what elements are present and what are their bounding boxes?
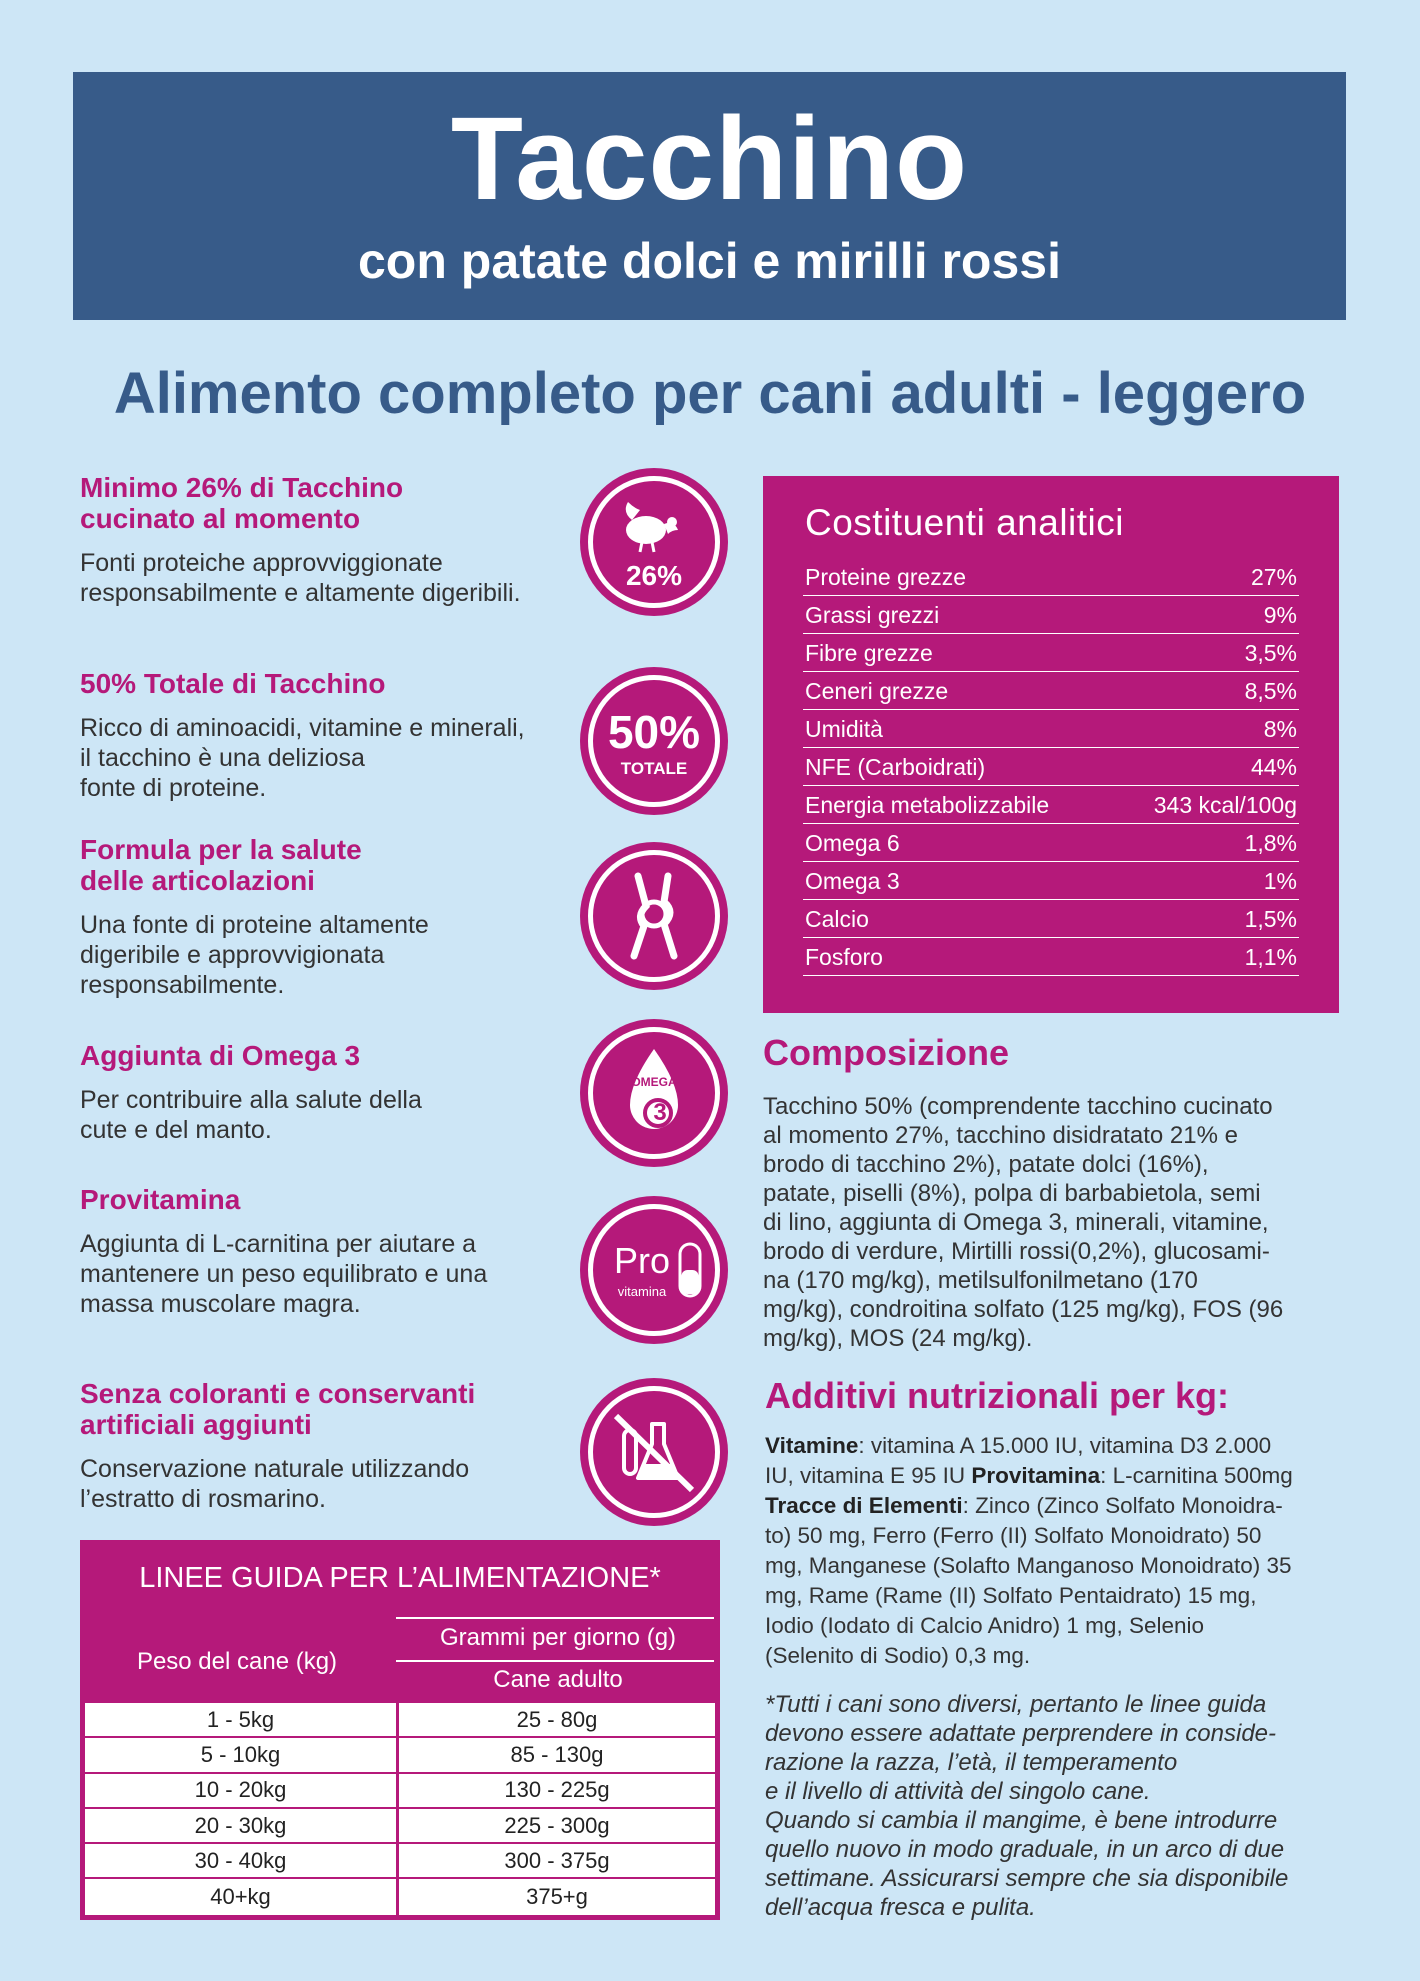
joint-icon [580,842,728,990]
feature-text: Per contribuire alla salute della cute e del manto. [80,1086,422,1144]
percent-badge-sub: TOTALE [620,759,688,778]
analytic-row: Umidità 8% [803,710,1299,748]
feeding-guide-rows [85,1703,715,1915]
omega-drop-icon [580,1019,728,1167]
table-row: 10 - 20kg 130 - 225g [85,1774,715,1809]
feature-title: Formula per la salute delle articolazioni [80,834,362,896]
feature-provitamin [80,1184,560,1319]
analytic-row: Ceneri grezze 8,5% [803,672,1299,710]
product-title: Tacchino [450,93,969,225]
no-chemicals-icon [580,1378,728,1526]
feature-title: 50% Totale di Tacchino [80,668,386,699]
analytic-row: Fibre grezze 3,5% [803,634,1299,672]
percent-badge-text: 50% [607,706,701,758]
feature-title: Aggiunta di Omega 3 [80,1040,361,1071]
analytic-row: Calcio 1,5% [803,900,1299,938]
grams-header: Grammi per giorno (g) [439,1624,677,1651]
feature-turkey-26 [80,472,560,608]
table-row: 30 - 40kg 300 - 375g [85,1844,715,1879]
product-subtitle: con patate dolci e mirilli rossi [358,233,1061,289]
feature-omega3 [80,1040,560,1145]
header-banner [73,72,1346,320]
additives-section [765,1375,1355,1671]
additives-text: Vitamine: vitamina A 15.000 IU, vitamina D3 2.000 IU, vitamina E 95 IU Provitamina: L-carnitina 500mg Tracce di Elementi: Zinco (Zinco Solfato Monoidra- to) 50 mg, Ferro (Ferro (II) Solfato Monoidrato) 50 mg, Manganese (Solafto Manganoso Monoidrato) 35 mg, Rame (Rame (II) Solfato Pentaidrato) 15 mg, Iodio (Iodato di Calcio Anidro) 1 mg, Selenio (Selenito di Sodio) 0,3 mg. [765,1433,1293,1668]
vitamina-label: vitamina [617,1284,667,1299]
feature-title: Senza coloranti e conservanti artificiali aggiunti [80,1378,476,1440]
analytic-row: NFE (Carboidrati) 44% [803,748,1299,786]
composition-section [763,1032,1353,1353]
analytic-row: Grassi grezzi 9% [803,596,1299,634]
capsule-icon [580,1196,728,1344]
additives-title: Additivi nutrizionali per kg: [765,1375,1230,1416]
feature-title: Minimo 26% di Tacchino cucinato al momento [80,472,404,534]
feature-text: Ricco di aminoacidi, vitamine e minerali, il tacchino è una deliziosa fonte di proteine. [80,714,525,802]
feature-text: Una fonte di proteine altamente digeribile e approvvigionata responsabilmente. [80,911,429,999]
turkey-icon [580,468,728,616]
adult-header: Cane adulto [493,1666,623,1693]
feature-text: Aggiunta di L-carnitina per aiutare a mantenere un peso equilibrato e una massa muscolare magra. [80,1230,488,1318]
table-row: 5 - 10kg 85 - 130g [85,1738,715,1773]
feature-title: Provitamina [80,1184,241,1215]
feature-turkey-50 [80,668,560,803]
analytic-rows [803,558,1299,976]
table-row: 1 - 5kg 25 - 80g [85,1703,715,1738]
analytic-row: Fosforo 1,1% [803,938,1299,976]
percent-badge-icon [580,667,728,815]
omega-number: 3 [653,1099,667,1126]
analytic-row: Energia metabolizzabile 343 kcal/100g [803,786,1299,824]
feature-no-additives [80,1378,560,1514]
feature-text: Conservazione naturale utilizzando l’estratto di rosmarino. [80,1455,470,1513]
composition-title: Composizione [763,1032,1010,1073]
table-row: 40+kg 375+g [85,1879,715,1914]
analytic-row: Omega 3 1% [803,862,1299,900]
analytic-title: Costituenti analitici [805,502,1124,543]
feature-joints [80,834,560,1000]
analytic-row: Proteine grezze 27% [803,558,1299,596]
feeding-guide-title: LINEE GUIDA PER L’ALIMENTAZIONE* [139,1562,661,1594]
feeding-guide-table [80,1540,720,1920]
feeding-note: *Tutti i cani sono diversi, pertanto le linee guida devono essere adattate perprendere in conside- razione la razza, l’età, il temperamento e il livello di attività del singolo cane. Quando si cambia il mangime, è bene introdurre quello nuovo in modo graduale, in un arco di due settimane. Assicurarsi sempre che sia disponibile dell’acqua fresca e pulita. [765,1691,1289,1921]
omega-label: OMEGA [631,1075,677,1089]
turkey-badge-text: 26% [625,560,683,591]
feature-text: Fonti proteiche approvviggionate responsabilmente e altamente digeribili. [80,549,521,607]
pro-label: Pro [613,1240,671,1281]
table-row: 20 - 30kg 225 - 300g [85,1809,715,1844]
analytic-constituents-panel [763,476,1339,1013]
product-tagline: Alimento completo per cani adulti - leggero [113,361,1307,426]
composition-text: Tacchino 50% (comprendente tacchino cucinato al momento 27%, tacchino disidratato 21% e brodo di tacchino 2%), patate dolci (16%), patate, piselli (8%), polpa di barbabietola, semi di lino, aggiunta di Omega 3, minerali, vitamine, brodo di verdure, Mirtilli rossi(0,2%), glucosami- na (170 mg/kg), metilsulfonilmetano (170 mg/kg), condroitina solfato (125 mg/kg), FOS (96 mg/kg), MOS (24 mg/kg). [763,1093,1284,1352]
weight-header: Peso del cane (kg) [136,1648,338,1675]
analytic-row: Omega 6 1,8% [803,824,1299,862]
